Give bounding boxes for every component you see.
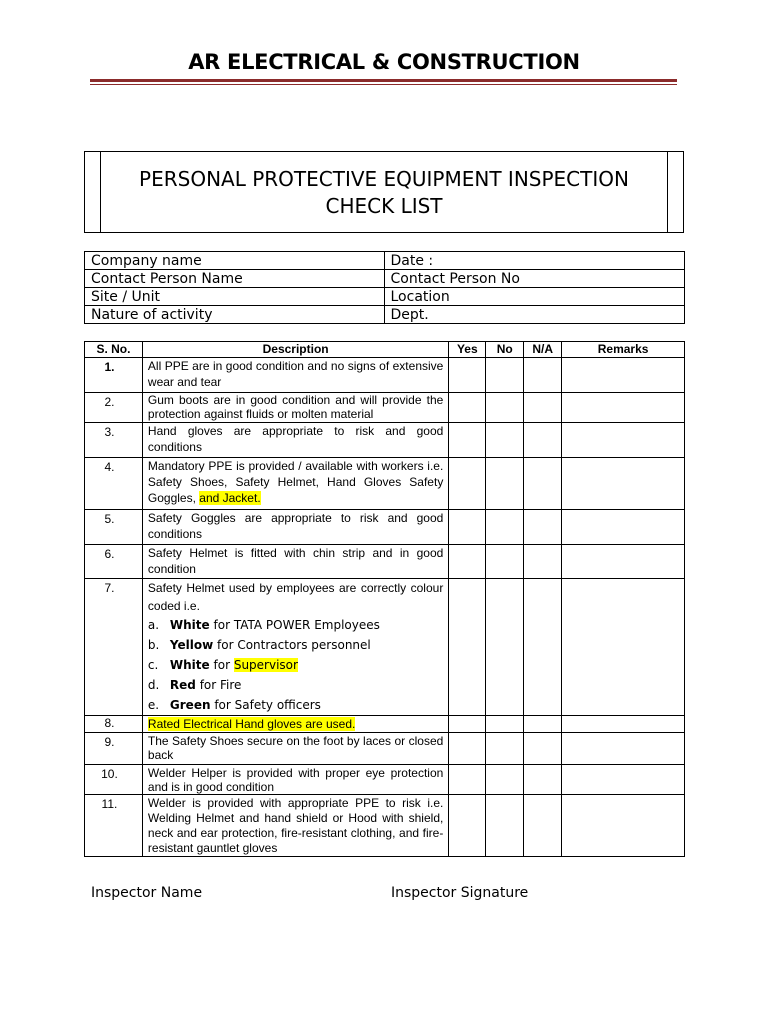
sno-cell: 8.	[85, 716, 143, 733]
description-cell: Welder Helper is provided with proper eye protection and is in good condition	[142, 765, 448, 795]
remarks-cell[interactable]	[562, 510, 685, 545]
no-cell[interactable]	[486, 579, 524, 716]
na-cell[interactable]	[524, 579, 562, 716]
list-letter: b.	[147, 638, 160, 652]
list-item	[148, 615, 443, 635]
remarks-cell[interactable]	[562, 795, 685, 857]
list-color: Yellow	[169, 638, 214, 652]
remarks-cell[interactable]	[562, 716, 685, 733]
no-cell[interactable]	[486, 716, 524, 733]
list-item	[148, 675, 443, 695]
sno-cell: 9.	[85, 733, 143, 765]
list-color: White	[169, 658, 210, 672]
sno-cell: 4.	[85, 458, 143, 510]
na-cell[interactable]	[524, 765, 562, 795]
table-row	[85, 393, 685, 423]
na-cell[interactable]	[524, 545, 562, 579]
list-text: for Fire	[195, 678, 242, 692]
description-text: Safety Helmet used by employees are correctly colour coded i.e.	[147, 581, 444, 613]
contact-person-name-field[interactable]: Contact Person Name	[85, 270, 385, 288]
no-cell[interactable]	[486, 795, 524, 857]
remarks-cell[interactable]	[562, 765, 685, 795]
description-cell: Safety Goggles are appropriate to risk and good conditions	[142, 510, 448, 545]
list-letter: a.	[147, 618, 160, 632]
remarks-header: Remarks	[562, 342, 685, 358]
description-header: Description	[142, 342, 448, 358]
na-cell[interactable]	[524, 510, 562, 545]
list-letter: e.	[147, 698, 160, 712]
yes-cell[interactable]	[449, 510, 486, 545]
list-text: for Safety officers	[210, 698, 321, 712]
sno-cell: 11.	[85, 795, 143, 857]
na-cell[interactable]	[524, 733, 562, 765]
description-cell: Welder is provided with appropriate PPE to risk i.e. Welding Helmet and hand shield or Hood with shield, neck and ear protection, fire-resistant clothing, and fire-resistant gauntlet gloves	[142, 795, 448, 857]
list-color: White	[169, 618, 210, 632]
contact-person-no-field[interactable]: Contact Person No	[384, 270, 685, 288]
location-field[interactable]: Location	[384, 288, 685, 306]
description-cell	[142, 458, 448, 510]
document-title-line2: CHECK LIST	[325, 194, 443, 218]
sno-cell: 7.	[85, 579, 143, 716]
remarks-cell[interactable]	[562, 358, 685, 393]
sno-cell: 3.	[85, 423, 143, 458]
yes-cell[interactable]	[449, 358, 486, 393]
description-cell: All PPE are in good condition and no signs of extensive wear and tear	[142, 358, 448, 393]
highlighted-text: Rated Electrical Hand gloves are used.	[147, 717, 356, 731]
sno-cell: 10.	[85, 765, 143, 795]
site-unit-field[interactable]: Site / Unit	[85, 288, 385, 306]
list-text: for	[209, 658, 234, 672]
header-rule-thin	[90, 84, 677, 85]
list-color: Green	[169, 698, 211, 712]
info-row	[85, 306, 685, 324]
date-field[interactable]: Date :	[384, 252, 685, 270]
list-item	[148, 695, 443, 715]
sno-header: S. No.	[85, 342, 143, 358]
highlighted-text: Supervisor	[233, 658, 298, 672]
no-cell[interactable]	[486, 423, 524, 458]
yes-header: Yes	[449, 342, 486, 358]
info-table	[84, 251, 685, 324]
no-header: No	[486, 342, 524, 358]
inspector-name-label: Inspector Name	[91, 885, 203, 901]
description-cell: The Safety Shoes secure on the foot by laces or closed back	[142, 733, 448, 765]
company-name-heading: AR ELECTRICAL & CONSTRUCTION	[188, 50, 580, 74]
info-row	[85, 270, 685, 288]
na-cell[interactable]	[524, 716, 562, 733]
header-rule-thick	[90, 79, 677, 82]
no-cell[interactable]	[486, 545, 524, 579]
no-cell[interactable]	[486, 458, 524, 510]
sno-cell: 5.	[85, 510, 143, 545]
na-cell[interactable]	[524, 795, 562, 857]
description-cell	[142, 716, 448, 733]
list-item	[148, 655, 443, 675]
sno-cell: 1.	[85, 358, 143, 393]
document-title	[101, 166, 667, 220]
nature-of-activity-field[interactable]: Nature of activity	[85, 306, 385, 324]
list-text: for Contractors personnel	[213, 638, 371, 652]
list-letter: d.	[147, 678, 160, 692]
table-row	[85, 579, 685, 716]
yes-cell[interactable]	[449, 393, 486, 423]
no-cell[interactable]	[486, 765, 524, 795]
table-row	[85, 510, 685, 545]
description-cell: Safety Helmet is fitted with chin strip and in good condition	[142, 545, 448, 579]
table-row	[85, 423, 685, 458]
yes-cell[interactable]	[449, 423, 486, 458]
no-cell[interactable]	[486, 358, 524, 393]
na-cell[interactable]	[524, 393, 562, 423]
na-cell[interactable]	[524, 358, 562, 393]
table-row	[85, 765, 685, 795]
list-item	[148, 635, 443, 655]
title-box	[84, 151, 684, 233]
yes-cell[interactable]	[449, 579, 486, 716]
no-cell[interactable]	[486, 733, 524, 765]
company-name-field[interactable]: Company name	[85, 252, 385, 270]
yes-cell[interactable]	[449, 733, 486, 765]
remarks-cell[interactable]	[562, 423, 685, 458]
remarks-cell[interactable]	[562, 733, 685, 765]
table-row	[85, 716, 685, 733]
inspector-signature-label: Inspector Signature	[391, 885, 529, 901]
yes-cell[interactable]	[449, 545, 486, 579]
checklist-table	[84, 341, 685, 857]
document-title-line1: PERSONAL PROTECTIVE EQUIPMENT INSPECTION	[139, 167, 629, 191]
remarks-cell[interactable]	[562, 393, 685, 423]
table-row	[85, 795, 685, 857]
sno-cell: 6.	[85, 545, 143, 579]
description-cell	[142, 579, 448, 716]
sno-cell: 2.	[85, 393, 143, 423]
description-text: Mandatory PPE is provided / available with workers i.e. Safety Shoes, Safety Helmet, Hand Gloves Safety Goggles,	[147, 459, 444, 505]
list-color: Red	[169, 678, 196, 692]
no-cell[interactable]	[486, 393, 524, 423]
remarks-cell[interactable]	[562, 579, 685, 716]
na-cell[interactable]	[524, 458, 562, 510]
description-cell: Hand gloves are appropriate to risk and good conditions	[142, 423, 448, 458]
na-cell[interactable]	[524, 423, 562, 458]
checklist-header-row	[85, 342, 685, 358]
yes-cell[interactable]	[449, 716, 486, 733]
yes-cell[interactable]	[449, 795, 486, 857]
highlighted-text: and Jacket.	[199, 491, 261, 505]
dept-field[interactable]: Dept.	[384, 306, 685, 324]
info-row	[85, 252, 685, 270]
yes-cell[interactable]	[449, 765, 486, 795]
table-row	[85, 545, 685, 579]
list-letter: c.	[147, 658, 159, 672]
list-text: for TATA POWER Employees	[209, 618, 380, 632]
table-row	[85, 458, 685, 510]
table-row	[85, 733, 685, 765]
title-box-right-border	[667, 152, 668, 232]
remarks-cell[interactable]	[562, 545, 685, 579]
na-header: N/A	[524, 342, 562, 358]
no-cell[interactable]	[486, 510, 524, 545]
info-row	[85, 288, 685, 306]
helmet-color-list	[148, 615, 443, 715]
remarks-cell[interactable]	[562, 458, 685, 510]
yes-cell[interactable]	[449, 458, 486, 510]
table-row	[85, 358, 685, 393]
description-cell: Gum boots are in good condition and will provide the protection against fluids or molten material	[142, 393, 448, 423]
